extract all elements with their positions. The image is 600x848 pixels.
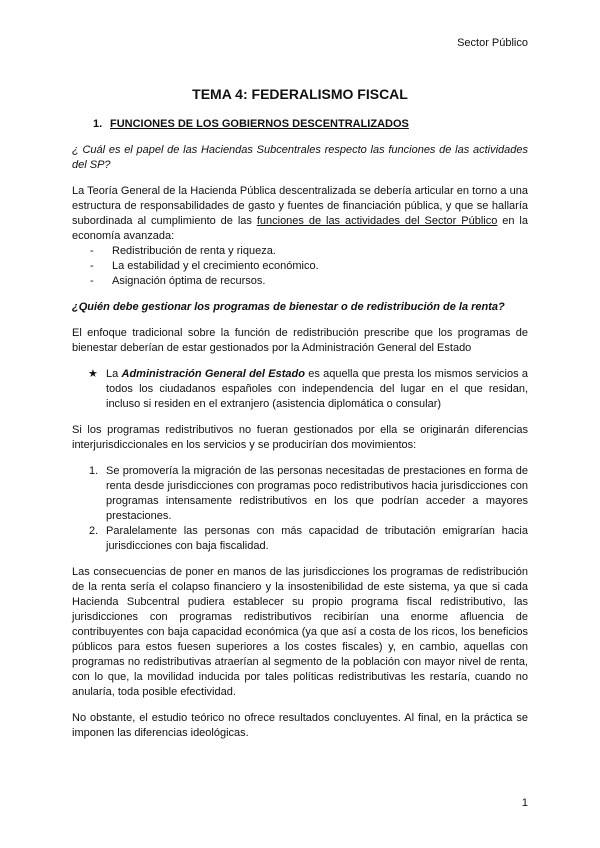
question-redistribution: ¿Quién debe gestionar los programas de bienestar o de redistribución de la renta? [72, 301, 505, 313]
movements-list [72, 464, 528, 554]
star-icon: ★ [88, 368, 98, 380]
paragraph-traditional-approach: El enfoque tradicional sobre la función de redistribución prescribe que los programas de bienestar deberían de estar gestionados por la Administración General del Estado [72, 327, 528, 354]
section-number: 1. [93, 118, 103, 130]
list-item: - La estabilidad y el crecimiento económico. [90, 260, 319, 272]
section-title: FUNCIONES DE LOS GOBIERNOS DESCENTRALIZADOS [110, 118, 409, 130]
question-haciendas: ¿ Cuál es el papel de las Haciendas Subcentrales respecto las funciones de las actividades del SP? [72, 144, 528, 171]
functions-list [72, 244, 528, 289]
paragraph-intro: La Teoría General de la Hacienda Pública descentralizada se debería articular en torno a una estructura de responsabilidades de gasto y fuentes de financiación pública, y que se hallaría subordinada al cumplimiento de las funciones de las actividades del Sector Público en la economía avanzada: [72, 185, 528, 242]
functions-link[interactable]: funciones de las actividades del Sector Público [256, 215, 498, 227]
star-note-term: Administración General del Estado [121, 368, 305, 380]
list-item: - Redistribución de renta y riqueza. [90, 245, 276, 257]
star-note: ★ La Administración General del Estado es aquella que presta los mismos servicios a todos los ciudadanos españoles con independencia del lugar en el que residan, incluso si residen en el extranjero (asistencia diplomática o consular) [88, 368, 528, 410]
page-header: Sector Público [457, 37, 528, 49]
paragraph-conclusion: No obstante, el estudio teórico no ofrece resultados concluyentes. Al final, en la práctica se imponen las diferencias ideológicas. [72, 712, 528, 739]
page-number: 1 [521, 797, 528, 809]
list-item: 1. Se promovería la migración de las personas necesitadas de prestaciones en forma de renta desde jurisdicciones con programas poco redistributivos hacia jurisdicciones con programas intensamente redistributivos en los que podrían acceder a mayores prestaciones. [89, 465, 528, 522]
section-heading [93, 117, 528, 132]
list-item: 2. Paralelamente las personas con más capacidad de tributación emigrarían hacia jurisdicciones con baja fiscalidad. [89, 525, 528, 552]
list-item: - Asignación óptima de recursos. [90, 275, 266, 287]
paragraph-consequences: Las consecuencias de poner en manos de las jurisdicciones los programas de redistribución de la renta sería el colapso financiero y la insostenibilidad de este sistema, ya que si cada Hacienda Subcentral pudiera establecer su propio programa fiscal redistributivo, las jurisdicciones con programas redistributivos recibirían una enorme afluencia de contribuyentes con baja capacidad económica (ya que así a costa de los ricos, los beneficios públicos para estos fuesen superiores a los costes fiscales) y, en cambio, aquellas con programas no redistributivas atraerían al segmento de la población con mayor nivel de renta, con lo que, la movilidad inducida por tales políticas redistributivas les restaría, cuando no anularía, toda posible efectividad. [72, 566, 528, 698]
document-body [72, 117, 528, 752]
paragraph-movements-intro: Si los programas redistributivos no fueran gestionados por ella se originarán diferencias interjurisdiccionales en los servicios y se producirían dos movimientos: [72, 424, 528, 451]
document-title: TEMA 4: FEDERALISMO FISCAL [192, 86, 408, 102]
